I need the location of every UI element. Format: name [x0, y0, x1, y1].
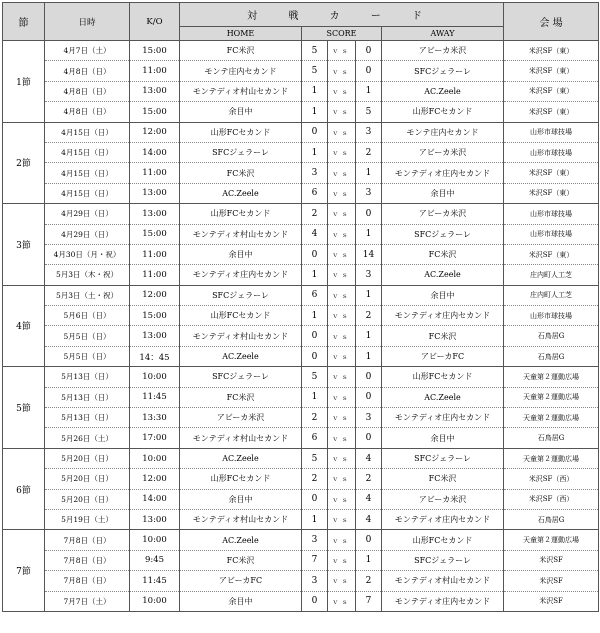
match-row [3, 428, 599, 448]
away-team: FC米沢 [382, 469, 504, 489]
vs-label: ｖｓ [328, 244, 356, 264]
away-score: 7 [356, 591, 382, 611]
kickoff-time: 13:00 [130, 183, 180, 203]
match-date: 4月15日（日） [45, 122, 130, 142]
match-row [3, 306, 599, 326]
home-score: 1 [302, 102, 328, 122]
home-team: AC.Zeele [180, 183, 302, 203]
match-venue: 天童第２運動広場 [504, 408, 599, 428]
score-header: SCORE [302, 27, 382, 41]
match-row [3, 224, 599, 244]
match-schedule-table [2, 2, 599, 612]
kickoff-time: 13:00 [130, 509, 180, 529]
match-row [3, 367, 599, 387]
round-label: 4節 [3, 285, 45, 367]
kickoff-time: 15:00 [130, 224, 180, 244]
home-team: 山形FCセカンド [180, 469, 302, 489]
match-venue: 天童第２運動広場 [504, 448, 599, 468]
match-venue: 石鳥居G [504, 428, 599, 448]
date-header: 日時 [45, 3, 130, 41]
vs-label: ｖｓ [328, 122, 356, 142]
away-team: モンテディオ庄内セカンド [382, 591, 504, 611]
match-row [3, 204, 599, 224]
kickoff-time: 14:00 [130, 142, 180, 162]
away-team: AC.Zeele [382, 81, 504, 101]
match-date: 5月13日（日） [45, 387, 130, 407]
kickoff-time: 12:00 [130, 122, 180, 142]
match-venue: 米沢SF（東） [504, 81, 599, 101]
home-score: 3 [302, 163, 328, 183]
home-score: 1 [302, 509, 328, 529]
match-date: 4月8日（日） [45, 81, 130, 101]
vs-label: ｖｓ [328, 142, 356, 162]
home-team: モンテディオ村山セカンド [180, 428, 302, 448]
vs-label: ｖｓ [328, 387, 356, 407]
round-label: 3節 [3, 204, 45, 286]
away-score: 1 [356, 163, 382, 183]
match-date: 4月29日（日） [45, 204, 130, 224]
vs-label: ｖｓ [328, 550, 356, 570]
away-score: 1 [356, 346, 382, 366]
match-date: 5月26日（土） [45, 428, 130, 448]
home-team: SFCジェラーレ [180, 367, 302, 387]
away-score: 4 [356, 448, 382, 468]
match-date: 5月19日（土） [45, 509, 130, 529]
match-row [3, 285, 599, 305]
match-row [3, 469, 599, 489]
vs-label: ｖｓ [328, 81, 356, 101]
away-team: FC米沢 [382, 244, 504, 264]
vs-label: ｖｓ [328, 571, 356, 591]
match-venue: 天童第２運動広場 [504, 387, 599, 407]
home-team: モンテディオ庄内セカンド [180, 265, 302, 285]
home-team: SFCジェラーレ [180, 285, 302, 305]
vs-label: ｖｓ [328, 265, 356, 285]
home-score: 1 [302, 306, 328, 326]
away-team: 余目中 [382, 285, 504, 305]
home-team: アビーカFC [180, 571, 302, 591]
kickoff-time: 11:00 [130, 61, 180, 81]
away-score: 2 [356, 469, 382, 489]
away-score: 0 [356, 428, 382, 448]
away-score: 0 [356, 41, 382, 61]
home-team: 山形FCセカンド [180, 122, 302, 142]
match-venue: 米沢SF（西） [504, 489, 599, 509]
home-score: 2 [302, 408, 328, 428]
away-score: 2 [356, 306, 382, 326]
match-row [3, 41, 599, 61]
away-team: アビーカ米沢 [382, 204, 504, 224]
away-score: 4 [356, 489, 382, 509]
match-date: 7月8日（日） [45, 550, 130, 570]
kickoff-time: 15:00 [130, 41, 180, 61]
vs-label: ｖｓ [328, 204, 356, 224]
away-score: 0 [356, 367, 382, 387]
match-date: 5月13日（日） [45, 408, 130, 428]
home-team: モンテディオ村山セカンド [180, 81, 302, 101]
kickoff-time: 13:30 [130, 408, 180, 428]
home-team: FC米沢 [180, 41, 302, 61]
home-score: 5 [302, 367, 328, 387]
match-date: 4月8日（日） [45, 61, 130, 81]
round-label: 1節 [3, 41, 45, 123]
match-row [3, 102, 599, 122]
match-venue: 米沢SF（西） [504, 469, 599, 489]
ko-header: K/O [130, 3, 180, 41]
away-score: 3 [356, 265, 382, 285]
vs-label: ｖｓ [328, 224, 356, 244]
away-score: 0 [356, 204, 382, 224]
home-score: 3 [302, 530, 328, 550]
kickoff-time: 12:00 [130, 285, 180, 305]
kickoff-time: 17:00 [130, 428, 180, 448]
match-venue: 石鳥居G [504, 326, 599, 346]
home-score: 0 [302, 489, 328, 509]
match-row [3, 571, 599, 591]
vs-label: ｖｓ [328, 591, 356, 611]
home-team: FC米沢 [180, 550, 302, 570]
match-venue: 山形市球技場 [504, 306, 599, 326]
match-venue: 山形市球技場 [504, 142, 599, 162]
home-score: 6 [302, 285, 328, 305]
away-team: モンテディオ庄内セカンド [382, 509, 504, 529]
away-score: 1 [356, 550, 382, 570]
match-row [3, 448, 599, 468]
home-score: 5 [302, 41, 328, 61]
away-team: 山形FCセカンド [382, 530, 504, 550]
away-team: モンテ庄内セカンド [382, 122, 504, 142]
home-team: アビーカ米沢 [180, 408, 302, 428]
home-team: 余目中 [180, 489, 302, 509]
vs-label: ｖｓ [328, 306, 356, 326]
match-row [3, 550, 599, 570]
match-card-header: 対 戦 カ ー ド [180, 3, 504, 27]
match-venue: 石鳥居G [504, 509, 599, 529]
away-team: アビーカ米沢 [382, 489, 504, 509]
kickoff-time: 11:45 [130, 387, 180, 407]
home-team: モンテディオ村山セカンド [180, 509, 302, 529]
away-team: モンテディオ村山セカンド [382, 571, 504, 591]
home-team: モンテディオ村山セカンド [180, 224, 302, 244]
round-header: 節 [3, 3, 45, 41]
match-venue: 石鳥居G [504, 346, 599, 366]
vs-label: ｖｓ [328, 408, 356, 428]
vs-label: ｖｓ [328, 346, 356, 366]
match-row [3, 509, 599, 529]
home-score: 1 [302, 387, 328, 407]
vs-label: ｖｓ [328, 61, 356, 81]
match-venue: 米沢SF（東） [504, 244, 599, 264]
vs-label: ｖｓ [328, 41, 356, 61]
vs-label: ｖｓ [328, 448, 356, 468]
match-venue: 天童第２運動広場 [504, 367, 599, 387]
match-row [3, 387, 599, 407]
away-team: FC米沢 [382, 326, 504, 346]
match-date: 5月5日（日） [45, 326, 130, 346]
home-score: 6 [302, 183, 328, 203]
match-date: 5月3日（土・祝） [45, 285, 130, 305]
home-score: 0 [302, 591, 328, 611]
match-row [3, 346, 599, 366]
match-date: 4月30日（月・祝） [45, 244, 130, 264]
home-team: モンテ庄内セカンド [180, 61, 302, 81]
home-score: 2 [302, 469, 328, 489]
round-label: 6節 [3, 448, 45, 530]
away-score: 5 [356, 102, 382, 122]
match-venue: 米沢SF（東） [504, 41, 599, 61]
match-row [3, 183, 599, 203]
away-team: SFCジェラーレ [382, 550, 504, 570]
vs-label: ｖｓ [328, 428, 356, 448]
kickoff-time: 10:00 [130, 448, 180, 468]
away-score: 3 [356, 183, 382, 203]
home-team: AC.Zeele [180, 346, 302, 366]
match-date: 7月8日（日） [45, 571, 130, 591]
header-row [3, 3, 599, 27]
kickoff-time: 14:00 [130, 489, 180, 509]
away-team: 山形FCセカンド [382, 367, 504, 387]
away-team: SFCジェラーレ [382, 224, 504, 244]
kickoff-time: 13:00 [130, 326, 180, 346]
kickoff-time: 15:00 [130, 102, 180, 122]
match-venue: 米沢SF [504, 591, 599, 611]
match-row [3, 142, 599, 162]
away-team: アビーカFC [382, 346, 504, 366]
away-score: 2 [356, 142, 382, 162]
away-score: 1 [356, 285, 382, 305]
kickoff-time: 13:00 [130, 81, 180, 101]
home-score: 2 [302, 204, 328, 224]
match-date: 5月3日（木・祝） [45, 265, 130, 285]
match-date: 5月5日（日） [45, 346, 130, 366]
away-score: 3 [356, 408, 382, 428]
home-team: FC米沢 [180, 163, 302, 183]
match-venue: 米沢SF [504, 571, 599, 591]
match-date: 4月7日（土） [45, 41, 130, 61]
home-team: モンテディオ村山セカンド [180, 326, 302, 346]
away-score: 1 [356, 224, 382, 244]
vs-label: ｖｓ [328, 183, 356, 203]
match-date: 4月15日（日） [45, 163, 130, 183]
home-score: 0 [302, 346, 328, 366]
kickoff-time: 10:00 [130, 530, 180, 550]
home-score: 6 [302, 428, 328, 448]
away-score: 1 [356, 326, 382, 346]
match-venue: 米沢SF（東） [504, 61, 599, 81]
home-score: 0 [302, 326, 328, 346]
away-team: アビーカ米沢 [382, 41, 504, 61]
away-team: 山形FCセカンド [382, 102, 504, 122]
match-row [3, 163, 599, 183]
vs-label: ｖｓ [328, 285, 356, 305]
home-score: 4 [302, 224, 328, 244]
kickoff-time: 12:00 [130, 469, 180, 489]
match-date: 5月20日（日） [45, 448, 130, 468]
vs-label: ｖｓ [328, 326, 356, 346]
home-header: HOME [180, 27, 302, 41]
away-score: 4 [356, 509, 382, 529]
home-team: 余目中 [180, 591, 302, 611]
home-team: AC.Zeele [180, 448, 302, 468]
match-row [3, 326, 599, 346]
vs-label: ｖｓ [328, 509, 356, 529]
home-score: 1 [302, 81, 328, 101]
match-venue: 庄内町人工芝 [504, 265, 599, 285]
venue-header: 会 場 [504, 3, 599, 41]
match-date: 5月20日（日） [45, 489, 130, 509]
away-team: アビーカ米沢 [382, 142, 504, 162]
home-score: 0 [302, 244, 328, 264]
match-venue: 米沢SF（東） [504, 163, 599, 183]
match-row [3, 265, 599, 285]
away-team: SFCジェラーレ [382, 61, 504, 81]
home-team: 山形FCセカンド [180, 204, 302, 224]
match-date: 7月7日（土） [45, 591, 130, 611]
match-venue: 天童第２運動広場 [504, 530, 599, 550]
round-label: 2節 [3, 122, 45, 204]
kickoff-time: 15:00 [130, 306, 180, 326]
away-score: 1 [356, 81, 382, 101]
match-row [3, 530, 599, 550]
home-score: 7 [302, 550, 328, 570]
vs-label: ｖｓ [328, 530, 356, 550]
match-row [3, 81, 599, 101]
round-label: 5節 [3, 367, 45, 449]
away-team: 余目中 [382, 428, 504, 448]
home-team: AC.Zeele [180, 530, 302, 550]
away-score: 3 [356, 122, 382, 142]
match-date: 4月8日（日） [45, 102, 130, 122]
away-team: モンテディオ庄内セカンド [382, 408, 504, 428]
away-team: SFCジェラーレ [382, 448, 504, 468]
kickoff-time: 11:45 [130, 571, 180, 591]
kickoff-time: 11:00 [130, 163, 180, 183]
match-venue: 山形市球技場 [504, 224, 599, 244]
vs-label: ｖｓ [328, 367, 356, 387]
match-row [3, 591, 599, 611]
away-team: 余目中 [382, 183, 504, 203]
match-venue: 山形市球技場 [504, 204, 599, 224]
match-date: 4月29日（日） [45, 224, 130, 244]
match-venue: 米沢SF（東） [504, 183, 599, 203]
home-score: 1 [302, 142, 328, 162]
away-team: AC.Zeele [382, 387, 504, 407]
match-row [3, 244, 599, 264]
home-team: 余目中 [180, 102, 302, 122]
vs-label: ｖｓ [328, 469, 356, 489]
match-date: 7月8日（日） [45, 530, 130, 550]
match-row [3, 61, 599, 81]
match-row [3, 122, 599, 142]
match-venue: 米沢SF（東） [504, 102, 599, 122]
match-venue: 米沢SF [504, 550, 599, 570]
home-score: 5 [302, 448, 328, 468]
match-row [3, 408, 599, 428]
away-score: 14 [356, 244, 382, 264]
schedule-body [3, 41, 599, 612]
home-score: 5 [302, 61, 328, 81]
kickoff-time: 10:00 [130, 367, 180, 387]
kickoff-time: 9:45 [130, 550, 180, 570]
vs-label: ｖｓ [328, 163, 356, 183]
away-team: モンテディオ庄内セカンド [382, 306, 504, 326]
match-date: 4月15日（日） [45, 142, 130, 162]
match-date: 5月20日（日） [45, 469, 130, 489]
match-date: 5月6日（日） [45, 306, 130, 326]
home-score: 3 [302, 571, 328, 591]
vs-label: ｖｓ [328, 489, 356, 509]
home-score: 1 [302, 265, 328, 285]
match-venue: 庄内町人工芝 [504, 285, 599, 305]
match-date: 4月15日（日） [45, 183, 130, 203]
away-header: AWAY [382, 27, 504, 41]
kickoff-time: 11:00 [130, 265, 180, 285]
kickoff-time: 11:00 [130, 244, 180, 264]
away-score: 0 [356, 61, 382, 81]
match-date: 5月13日（日） [45, 367, 130, 387]
away-team: モンテディオ庄内セカンド [382, 163, 504, 183]
match-venue: 山形市球技場 [504, 122, 599, 142]
vs-label: ｖｓ [328, 102, 356, 122]
away-score: 0 [356, 387, 382, 407]
away-score: 2 [356, 571, 382, 591]
match-row [3, 489, 599, 509]
round-label: 7節 [3, 530, 45, 612]
home-team: 山形FCセカンド [180, 306, 302, 326]
kickoff-time: 10:00 [130, 591, 180, 611]
away-score: 0 [356, 530, 382, 550]
home-team: SFCジェラーレ [180, 142, 302, 162]
home-team: 余目中 [180, 244, 302, 264]
kickoff-time: 13:00 [130, 204, 180, 224]
home-team: FC米沢 [180, 387, 302, 407]
kickoff-time: 14：45 [130, 346, 180, 366]
away-team: AC.Zeele [382, 265, 504, 285]
home-score: 0 [302, 122, 328, 142]
